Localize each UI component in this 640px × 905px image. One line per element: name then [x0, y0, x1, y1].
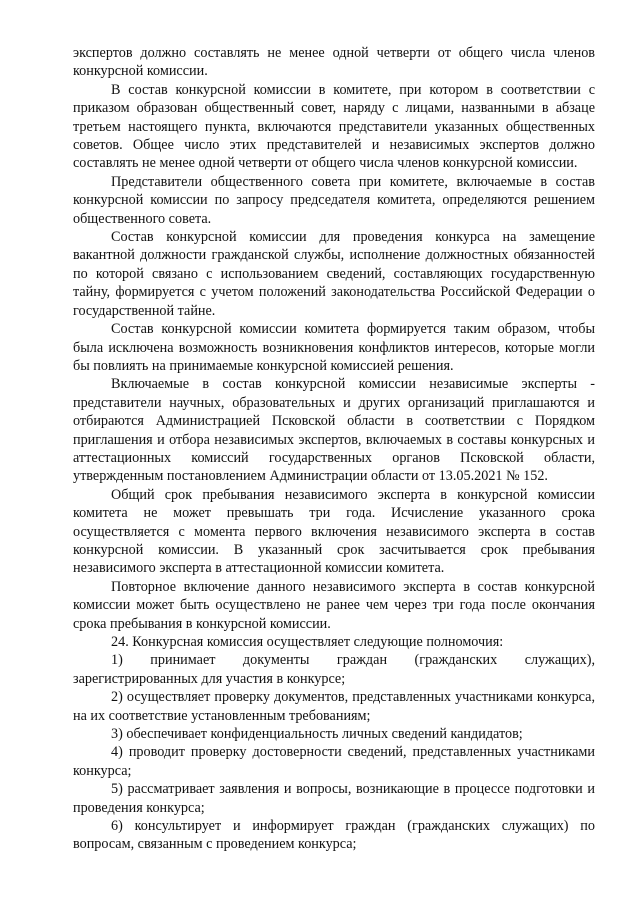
list-item-3: 3) обеспечивает конфиденциальность личных сведений кандидатов; [111, 726, 523, 743]
list-item-6: 6) консультирует и информирует граждан (гражданских служащих) по вопросам, связанным с проведением конкурса; [73, 818, 595, 853]
paragraph-repeated-inclusion: Повторное включение данного независимого эксперта в состав конкурсной комиссии может быть осуществлено не ранее чем через три года после окончания срока пребывания в конкурсной комиссии. [73, 578, 595, 632]
list-item-2: 2) осуществляет проверку документов, представленных участниками конкурса, на их соответствие установленным требованиям; [73, 689, 595, 724]
list-item-4: 4) проводит проверку достоверности сведений, представленных участниками конкурса; [73, 744, 595, 779]
paragraph-expert-term: Общий срок пребывания независимого эксперта в конкурсной комиссии комитета не может превышать три года. Исчисление указанного срока осуществляется с момента первого включения независимого эксперта в состав конкурсной комиссии. В указанный срок засчитывается срок пребывания независимого эксперта в аттестационной комиссии комитета. [73, 486, 595, 577]
paragraph-commission-composition: В состав конкурсной комиссии в комитете, при котором в соответствии с приказом образован общественный совет, наряду с лицами, названными в абзаце третьем настоящего пункта, включаются представители указанных общественных советов. Общее число этих представителей и независимых экспертов должно составлять не менее одной четверти от общего числа членов конкурсной комиссии. [73, 81, 595, 172]
paragraph-continuation: экспертов должно составлять не менее одной четверти от общего числа членов конкурсной комиссии. [73, 45, 595, 80]
paragraph-public-council-representatives: Представители общественного совета при комитете, включаемые в состав конкурсной комиссии по запросу председателя комитета, определяются решением общественного совета. [73, 173, 595, 227]
paragraph-section-24: 24. Конкурсная комиссия осуществляет следующие полномочия: [111, 634, 504, 650]
list-item-5: 5) рассматривает заявления и вопросы, возникающие в процессе подготовки и проведения конкурса; [73, 781, 595, 816]
paragraph-conflict-of-interest: Состав конкурсной комиссии комитета формируется таким образом, чтобы была исключена возможность возникновения конфликтов интересов, которые могли бы повлиять на принимаемые конкурсной комиссией решения. [73, 321, 595, 374]
list-item-1: 1) принимает документы граждан (гражданских служащих), зарегистрированных для участия в конкурсе; [73, 652, 595, 687]
paragraph-state-secret: Состав конкурсной комиссии для проведения конкурса на замещение вакантной должности гражданской службы, исполнение должностных обязанностей по которой связано с использованием сведений, составляющих государственную тайну, формируется с учетом положений законодательства Российской Федерации о государственной тайне. [73, 229, 595, 319]
document-page [73, 44, 595, 854]
paragraph-independent-experts: Включаемые в состав конкурсной комиссии независимые эксперты - представители научных, образовательных и других организаций приглашаются и отбираются Администрацией Псковской области в соответствии с Порядком приглашения и отбора независимых экспертов, включаемых в составы конкурсных и аттестационных комиссий государственных органов Псковской области, утвержденным постановлением Администрации области от 13.05.2021 № 152. [73, 376, 595, 485]
